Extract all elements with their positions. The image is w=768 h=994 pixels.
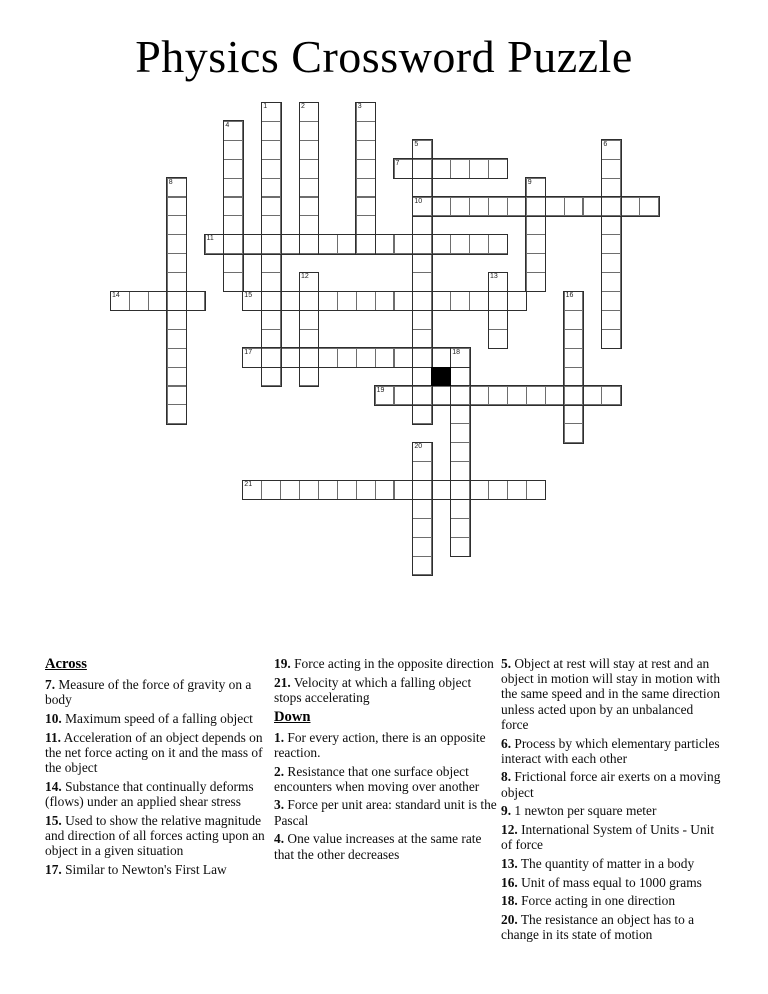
down-header: Down [274, 708, 311, 725]
grid-cell[interactable] [450, 461, 470, 481]
grid-cell[interactable] [639, 197, 659, 217]
cell-number: 6 [603, 140, 608, 148]
grid-cell[interactable] [394, 291, 414, 311]
grid-cell[interactable] [356, 102, 376, 122]
grid-cell[interactable] [488, 329, 508, 349]
cell-number: 13 [490, 273, 498, 281]
grid-cell[interactable] [412, 556, 432, 576]
grid-cell[interactable] [337, 348, 357, 368]
grid-cell[interactable] [412, 499, 432, 519]
grid-cell[interactable] [601, 291, 621, 311]
grid-cell[interactable] [450, 234, 470, 254]
grid-cell[interactable] [601, 386, 621, 406]
clue-5: 5. Object at rest will stay at rest and an object in motion will stay in motion with the same speed and in the same direction unless acted upon by an unbalanced force [501, 656, 721, 732]
cell-number: 15 [244, 292, 253, 299]
grid-cell[interactable] [261, 102, 281, 122]
grid-cell[interactable] [223, 215, 243, 235]
grid-cell[interactable] [526, 234, 546, 254]
grid-cell[interactable] [583, 197, 603, 217]
grid-cell[interactable] [356, 140, 376, 160]
cell-number: 1 [263, 103, 268, 110]
grid-cell[interactable] [167, 215, 187, 235]
grid-cell[interactable] [469, 291, 489, 311]
cell-number: 2 [301, 103, 305, 110]
grid-cell[interactable] [280, 348, 300, 368]
grid-cell[interactable] [564, 348, 584, 368]
grid-cell[interactable] [318, 480, 338, 500]
clue-14: 14. Substance that continually deforms (flows) under an applied shear stress [45, 778, 254, 809]
grid-cell[interactable] [564, 386, 584, 406]
grid-cell[interactable] [488, 272, 508, 292]
grid-cell[interactable] [356, 159, 376, 179]
clue-10: 10. Maximum speed of a falling object [45, 710, 253, 726]
cell-number: 8 [168, 178, 173, 186]
clues-column-right [501, 656, 723, 946]
grid-cell[interactable] [601, 234, 621, 254]
grid-cell[interactable] [488, 291, 508, 311]
grid-cell[interactable] [564, 367, 584, 387]
grid-cell[interactable] [167, 234, 187, 254]
grid-cell[interactable] [545, 386, 565, 406]
grid-cell[interactable] [601, 272, 621, 292]
grid-cell[interactable] [564, 310, 584, 330]
grid-cell[interactable] [318, 291, 338, 311]
grid-cell[interactable] [601, 253, 621, 273]
cell-number: 14 [112, 292, 120, 299]
grid-cell[interactable] [412, 329, 432, 349]
grid-cell[interactable] [242, 480, 262, 500]
grid-cell[interactable] [507, 197, 527, 217]
grid-cell[interactable] [469, 234, 489, 254]
grid-cell[interactable] [488, 234, 508, 254]
grid-cell[interactable] [601, 310, 621, 330]
grid-cell[interactable] [205, 234, 225, 254]
cell-number: 19 [376, 386, 385, 394]
grid-cell[interactable] [412, 272, 432, 292]
grid-cell[interactable] [299, 348, 319, 368]
cell-number: 7 [395, 159, 400, 167]
grid-cell[interactable] [299, 310, 319, 330]
grid-cell[interactable] [167, 272, 187, 292]
grid-cell[interactable] [356, 121, 376, 141]
page-title: Physics Crossword Puzzle [135, 31, 633, 82]
grid-cell[interactable] [261, 178, 281, 198]
grid-cell[interactable] [337, 480, 357, 500]
grid-cell[interactable] [450, 386, 470, 406]
grid-cell[interactable] [394, 386, 414, 406]
grid-cell[interactable] [167, 197, 187, 217]
grid-cell[interactable] [412, 348, 432, 368]
grid-cell[interactable] [375, 386, 395, 406]
grid-cell[interactable] [412, 367, 432, 387]
grid-cell[interactable] [261, 197, 281, 217]
grid-cell[interactable] [601, 329, 621, 349]
grid-cell[interactable] [507, 291, 527, 311]
clue-2: 2. Resistance that one surface object encounters when moving over another [274, 763, 480, 794]
grid-cell[interactable] [299, 140, 319, 160]
grid-cell[interactable] [356, 215, 376, 235]
grid-cell[interactable] [299, 234, 319, 254]
grid-cell[interactable] [412, 518, 432, 538]
clue-4: 4. One value increases at the same rate that the other decreases [274, 831, 482, 862]
cell-number: 21 [244, 481, 253, 488]
grid-cell[interactable] [375, 291, 395, 311]
grid-cell[interactable] [242, 234, 262, 254]
grid-cell[interactable] [167, 367, 187, 387]
grid-cell[interactable] [469, 480, 489, 500]
cell-number: 16 [565, 292, 574, 299]
across-header: Across [45, 656, 87, 672]
grid-cell[interactable] [431, 234, 451, 254]
grid-cell[interactable] [526, 178, 546, 198]
grid-cell[interactable] [431, 291, 451, 311]
grid-cell[interactable] [450, 404, 470, 424]
grid-cell[interactable] [356, 348, 376, 368]
grid-cell[interactable] [601, 140, 621, 160]
grid-cell[interactable] [375, 234, 395, 254]
grid-cell[interactable] [450, 367, 470, 387]
grid-cell[interactable] [412, 480, 432, 500]
grid-cell[interactable] [412, 310, 432, 330]
grid-cell[interactable] [299, 367, 319, 387]
cell-number: 18 [452, 348, 460, 356]
clue-7: 7. Measure of the force of gravity on a body [45, 677, 252, 708]
grid-cell[interactable] [526, 386, 546, 406]
grid-cell[interactable] [507, 480, 527, 500]
grid-cell[interactable] [450, 423, 470, 443]
grid-cell[interactable] [488, 480, 508, 500]
grid-cell[interactable] [223, 253, 243, 273]
grid-cell[interactable] [375, 348, 395, 368]
grid-cell[interactable] [450, 518, 470, 538]
cell-number: 3 [357, 103, 362, 110]
grid-cell[interactable] [223, 272, 243, 292]
grid-cell[interactable] [167, 386, 187, 406]
crossword-grid [110, 102, 659, 575]
grid-cell[interactable] [261, 272, 281, 292]
grid-cell[interactable] [564, 329, 584, 349]
cell-number: 9 [527, 178, 532, 186]
grid-cell[interactable] [394, 348, 414, 368]
grid-cell[interactable] [280, 291, 300, 311]
grid-cell[interactable] [167, 329, 187, 349]
grid-cell[interactable] [167, 348, 187, 368]
grid-cell[interactable] [412, 537, 432, 557]
grid-cell[interactable] [450, 442, 470, 462]
grid-cell[interactable] [261, 140, 281, 160]
down-clues-part2 [501, 656, 723, 942]
grid-cell[interactable] [167, 253, 187, 273]
grid-cell[interactable] [299, 121, 319, 141]
grid-cell[interactable] [526, 253, 546, 273]
grid-cell[interactable] [280, 480, 300, 500]
clue-21: 21. Velocity at which a falling object stops accelerating [274, 674, 472, 705]
grid-cell[interactable] [356, 178, 376, 198]
grid-cell[interactable] [450, 291, 470, 311]
grid-cell[interactable] [299, 480, 319, 500]
grid-cell[interactable] [412, 253, 432, 273]
grid-cell[interactable] [261, 480, 281, 500]
grid-cell[interactable] [223, 121, 243, 141]
grid-cell[interactable] [450, 197, 470, 217]
clue-12: 12. International System of Units - Unit of force [501, 822, 715, 853]
grid-cell[interactable] [412, 442, 432, 462]
grid-cell[interactable] [261, 121, 281, 141]
grid-cell[interactable] [583, 386, 603, 406]
clue-18: 18. Force acting in one direction [501, 893, 676, 909]
cell-number: 17 [244, 348, 253, 356]
grid-cell[interactable] [261, 367, 281, 387]
grid-cell[interactable] [167, 404, 187, 424]
clue-17: 17. Similar to Newton's First Law [45, 861, 227, 877]
grid-cell[interactable] [469, 386, 489, 406]
clue-20: 20. The resistance an object has to a change in its state of motion [501, 912, 695, 943]
grid-cell[interactable] [488, 386, 508, 406]
clue-1: 1. For every action, there is an opposite reaction. [274, 729, 486, 760]
grid-cell[interactable] [412, 178, 432, 198]
grid-cell[interactable] [356, 234, 376, 254]
grid-cell[interactable] [412, 140, 432, 160]
clue-19: 19. Force acting in the opposite direction [274, 656, 494, 671]
grid-cell[interactable] [620, 197, 640, 217]
clue-11: 11. Acceleration of an object depends on the net force acting on it and the mass of the object [45, 729, 263, 776]
cell-number: 20 [414, 443, 423, 451]
grid-cell[interactable] [337, 234, 357, 254]
grid-cell[interactable] [167, 310, 187, 330]
across-clues-part2 [274, 656, 500, 705]
grid-cell[interactable] [356, 480, 376, 500]
grid-cell[interactable] [564, 197, 584, 217]
grid-cell[interactable] [186, 291, 206, 311]
grid-cell[interactable] [601, 178, 621, 198]
grid-cell[interactable] [223, 140, 243, 160]
grid-cell[interactable] [450, 537, 470, 557]
grid-cell[interactable] [412, 159, 432, 179]
grid-cell[interactable] [356, 197, 376, 217]
grid-cell[interactable] [261, 348, 281, 368]
grid-cell[interactable] [299, 197, 319, 217]
grid-cell[interactable] [488, 197, 508, 217]
down-clues-part1 [274, 730, 500, 862]
grid-cell[interactable] [356, 291, 376, 311]
clue-8: 8. Frictional force air exerts on a moving object [501, 769, 721, 800]
clue-13: 13. The quantity of matter in a body [501, 855, 695, 871]
clue-15: 15. Used to show the relative magnitude and direction of all forces acting upon an object in a given situation [45, 812, 265, 859]
grid-cell[interactable] [318, 234, 338, 254]
grid-cell[interactable] [450, 499, 470, 519]
grid-cell[interactable] [412, 197, 432, 217]
grid-cell[interactable] [394, 480, 414, 500]
grid-cell[interactable] [394, 234, 414, 254]
grid-cell[interactable] [450, 159, 470, 179]
grid-cell[interactable] [299, 178, 319, 198]
grid-cell[interactable] [261, 234, 281, 254]
grid-cell[interactable] [261, 310, 281, 330]
grid-cell[interactable] [167, 178, 187, 198]
grid-cell[interactable] [564, 291, 584, 311]
grid-cell[interactable] [469, 159, 489, 179]
grid-cell[interactable] [242, 291, 262, 311]
grid-cell[interactable] [223, 178, 243, 198]
grid-cell[interactable] [261, 159, 281, 179]
clue-9: 9. 1 newton per square meter [501, 803, 657, 819]
grid-cell[interactable] [488, 159, 508, 179]
grid-cell[interactable] [261, 329, 281, 349]
grid-cell[interactable] [601, 197, 621, 217]
grid-cell[interactable] [299, 102, 319, 122]
grid-cell[interactable] [412, 234, 432, 254]
grid-cell[interactable] [223, 197, 243, 217]
cell-number: 5 [414, 140, 419, 148]
grid-cell[interactable] [450, 348, 470, 368]
grid-cell[interactable] [469, 197, 489, 217]
grid-cell[interactable] [601, 159, 621, 179]
grid-cell[interactable] [261, 215, 281, 235]
grid-cell[interactable] [337, 291, 357, 311]
grid-cell[interactable] [242, 348, 262, 368]
grid-cell[interactable] [431, 480, 451, 500]
grid-cell[interactable] [526, 197, 546, 217]
grid-cell-black [431, 367, 451, 387]
grid-cell[interactable] [431, 197, 451, 217]
grid-cell[interactable] [223, 159, 243, 179]
clue-6: 6. Process by which elementary particles interact with each other [501, 735, 720, 766]
grid-cell[interactable] [412, 461, 432, 481]
grid-cell[interactable] [431, 386, 451, 406]
grid-cell[interactable] [299, 159, 319, 179]
grid-cell[interactable] [526, 480, 546, 500]
grid-cell[interactable] [148, 291, 168, 311]
grid-cell[interactable] [223, 234, 243, 254]
cell-number: 4 [225, 121, 230, 129]
grid-cell[interactable] [129, 291, 149, 311]
grid-cell[interactable] [375, 480, 395, 500]
grid-cell[interactable] [261, 291, 281, 311]
grid-cell[interactable] [167, 291, 187, 311]
grid-cell[interactable] [526, 215, 546, 235]
grid-cell[interactable] [488, 310, 508, 330]
grid-cell[interactable] [526, 272, 546, 292]
grid-cell[interactable] [261, 253, 281, 273]
grid-cell[interactable] [299, 215, 319, 235]
grid-cell[interactable] [601, 215, 621, 235]
grid-cell[interactable] [412, 291, 432, 311]
grid-cell[interactable] [450, 480, 470, 500]
grid-cell[interactable] [431, 159, 451, 179]
grid-cell[interactable] [412, 215, 432, 235]
grid-cell[interactable] [110, 291, 130, 311]
grid-cell[interactable] [394, 159, 414, 179]
grid-cell[interactable] [299, 291, 319, 311]
grid-cell[interactable] [431, 348, 451, 368]
grid-cell[interactable] [545, 197, 565, 217]
clues-column-middle [274, 656, 500, 865]
across-clues-part1 [45, 677, 268, 877]
grid-cell[interactable] [318, 348, 338, 368]
grid-cell[interactable] [507, 386, 527, 406]
grid-cell[interactable] [280, 234, 300, 254]
cell-number: 12 [301, 273, 309, 281]
grid-cell[interactable] [564, 404, 584, 424]
clue-3: 3. Force per unit area: standard unit is the Pascal [274, 797, 497, 828]
clue-16: 16. Unit of mass equal to 1000 grams [501, 874, 702, 890]
cell-number: 10 [414, 197, 423, 205]
grid-cell[interactable] [299, 329, 319, 349]
grid-cell[interactable] [412, 386, 432, 406]
cell-number: 11 [206, 235, 214, 243]
grid-cell[interactable] [299, 272, 319, 292]
grid-cell[interactable] [564, 423, 584, 443]
clues-column-across [45, 656, 268, 880]
grid-cell[interactable] [412, 404, 432, 424]
